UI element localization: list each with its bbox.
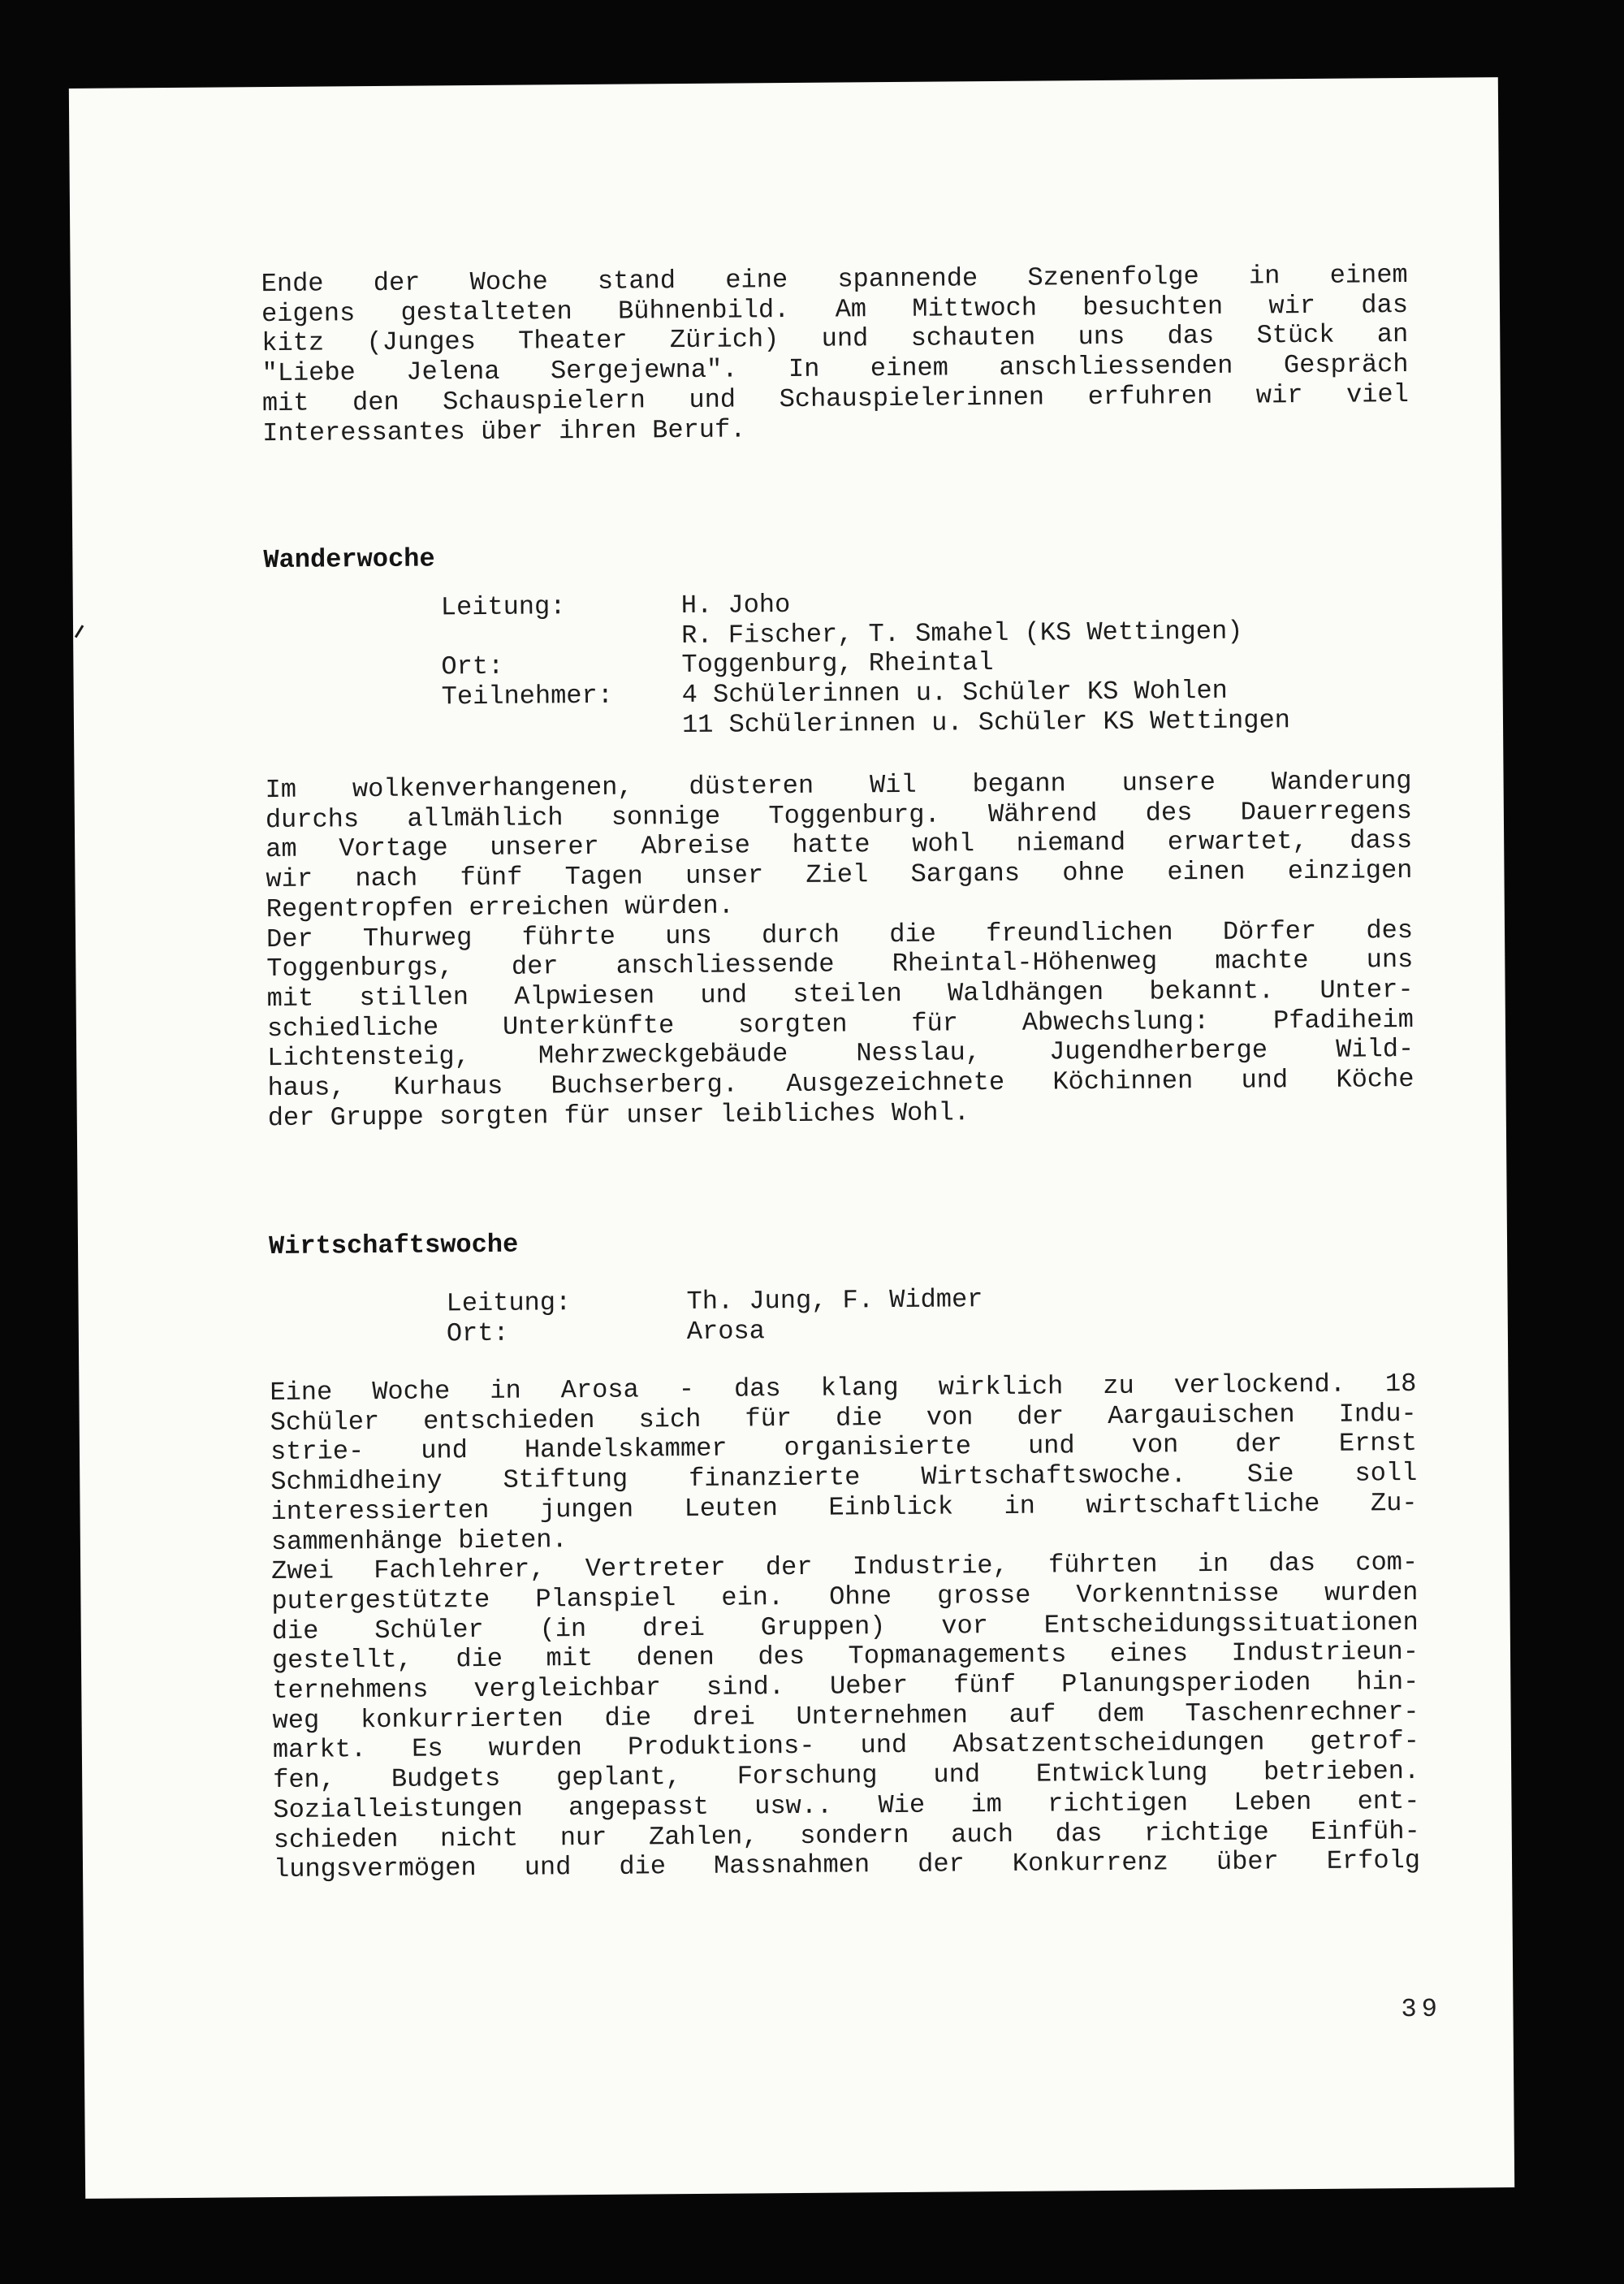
paragraph-theaterwoche-conclusion <box>261 261 1410 448</box>
text-line: Schmidheiny Stiftung finanzierte Wirtschaftswoche. Sie soll <box>270 1458 1418 1498</box>
details-label <box>442 711 682 742</box>
text-line: Im wolkenverhangenen, düsteren Wil begann unsere Wanderung <box>265 765 1412 806</box>
text-line: markt. Es wurden Produktions- und Absatzentscheidungen getrof- <box>272 1726 1420 1766</box>
text-line: sammenhänge bieten. <box>270 1524 568 1557</box>
details-value: R. Fischer, T. Smahel (KS Wettingen) <box>680 616 1243 651</box>
details-label: Teilnehmer: <box>441 680 614 712</box>
paragraph-wanderwoche-report <box>265 767 1414 1134</box>
text-line: Lichtensteig, Mehrzweckgebäude Nesslau, Jugendherberge Wild- <box>267 1034 1415 1074</box>
text-line: die Schüler (in drei Gruppen) vor Entscheidungssituationen <box>271 1607 1419 1646</box>
text-line: Interessantes über ihren Beruf. <box>262 413 746 448</box>
text-line: weg konkurrierten die drei Unternehmen auf dem Taschenrechner- <box>272 1696 1419 1736</box>
text-line: strie- und Handelskammer organisierte und von der Ernst <box>270 1428 1418 1468</box>
details-wirtschaftswoche <box>269 1282 1416 1350</box>
text-line: Regentropfen erreichen würden. <box>266 890 734 924</box>
text-line: am Vortage unserer Abreise hatte wohl niemand erwartet, dass <box>266 825 1413 865</box>
section-heading-wirtschaftswoche: Wirtschaftswoche <box>268 1229 519 1262</box>
details-value: H. Joho <box>680 589 791 621</box>
scan-artifact-mark <box>75 625 84 638</box>
details-label: Ort: <box>441 651 504 682</box>
text-line: Schüler entschieden sich für die von der Aargauischen Indu- <box>270 1398 1417 1438</box>
page-number: 39 <box>1401 1993 1442 2025</box>
details-label <box>441 621 681 653</box>
details-label: Leitung: <box>446 1287 572 1319</box>
text-line: durchs allmählich sonnige Toggenburg. Während des Dauerregens <box>265 795 1413 835</box>
scanned-page <box>69 77 1514 2199</box>
details-label: Ort: <box>446 1317 509 1349</box>
text-line: der Gruppe sorgten für unser leibliches Wohl. <box>267 1097 970 1133</box>
text-line: putergestützte Planspiel ein. Ohne grosse Vorkenntnisse wurden <box>271 1577 1419 1616</box>
text-line: wir nach fünf Tagen unser Ziel Sargans ohne einen einzigen <box>266 855 1413 895</box>
text-line: interessierten jungen Leuten Einblick in wirtschaftliche Zu- <box>270 1487 1418 1527</box>
text-line: schieden nicht nur Zahlen, sondern auch das richtige Einfüh- <box>273 1815 1420 1855</box>
details-value: Arosa <box>686 1315 766 1347</box>
text-line: "Liebe Jelena Sergejewna". In einem anschliessenden Gespräch <box>261 349 1409 389</box>
text-line: schiedliche Unterkünfte sorgten für Abwechslung: Pfadiheim <box>266 1004 1415 1044</box>
details-value: Th. Jung, F. Widmer <box>686 1284 983 1317</box>
text-line: Eine Woche in Arosa - das klang wirklich zu verlockend. 18 <box>270 1368 1417 1408</box>
text-line: Der Thurweg führte uns durch die freundlichen Dörfer des <box>266 915 1414 954</box>
details-label: Leitung: <box>440 591 566 623</box>
text-line: mit den Schauspielern und Schauspielerinnen erfuhren wir viel <box>261 379 1409 418</box>
text-line: gestellt, die mit denen des Topmanagements eines Industrieun- <box>271 1637 1419 1676</box>
text-line: fen, Budgets geplant, Forschung und Entwicklung betrieben. <box>273 1756 1420 1796</box>
text-line: Zwei Fachlehrer, Vertreter der Industrie, führten in das com- <box>271 1547 1419 1587</box>
text-line: ternehmens vergleichbar sind. Ueber fünf Planungsperioden hin- <box>272 1666 1419 1707</box>
paragraph-wirtschaftswoche-report <box>270 1369 1420 1885</box>
details-value: 4 Schülerinnen u. Schüler KS Wohlen <box>681 675 1228 711</box>
details-wanderwoche <box>264 586 1411 744</box>
text-line: haus, Kurhaus Buchserberg. Ausgezeichnete Köchinnen und Köche <box>267 1064 1415 1104</box>
text-line: Ende der Woche stand eine spannende Szenenfolge in einem <box>261 260 1408 300</box>
details-value: 11 Schülerinnen u. Schüler KS Wettingen <box>681 704 1291 740</box>
text-line: Toggenburgs, der anschliessende Rheintal-Höhenweg machte uns <box>266 945 1414 984</box>
text-line: Sozialleistungen angepasst usw.. Wie im richtigen Leben ent- <box>273 1785 1420 1825</box>
text-line: lungsvermögen und die Massnahmen der Konkurrenz über Erfolg <box>273 1845 1421 1885</box>
details-value: Toggenburg, Rheintal <box>681 647 994 681</box>
text-line: kitz (Junges Theater Zürich) und schauten uns das Stück an <box>261 319 1409 359</box>
section-heading-wanderwoche: Wanderwoche <box>263 543 435 576</box>
text-line: mit stillen Alpwiesen und steilen Waldhängen bekannt. Unter- <box>266 974 1414 1014</box>
text-line: eigens gestalteten Bühnenbild. Am Mittwoch besuchten wir das <box>261 289 1409 329</box>
